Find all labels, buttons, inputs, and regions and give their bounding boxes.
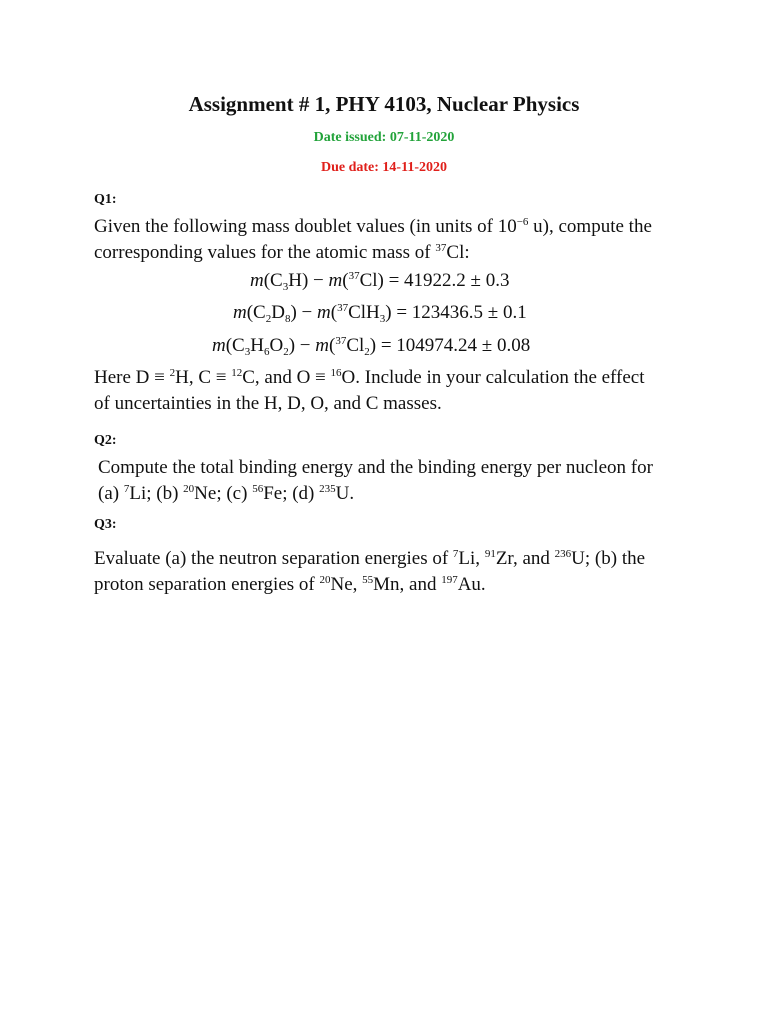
- due-date: Due date: 14-11-2020: [321, 160, 447, 175]
- q1-label: Q1:: [94, 192, 117, 207]
- q2-label: Q2:: [94, 433, 117, 448]
- q1-equation-3: $m(C_3H_6O_2) - m(^{37}Cl_2) = 104974.24 \pm 0.08$: [212, 335, 531, 358]
- q1-equation-1: $m(C_3H) - m(^{37}Cl) = 41922.2 \pm 0.3$: [250, 270, 510, 293]
- q1-intro: Given the following mass doublet values (in units of $10^{-6}$ u), compute the corresponding values for the atomic mass of $^{37}$Cl:: [94, 216, 652, 263]
- q3-label: Q3:: [94, 517, 117, 532]
- q2-text: Compute the total binding energy and the binding energy per nucleon for (a) $^7$Li; (b) $^{20}$Ne; (c) $^{56}$Fe; (d) $^{235}$U.: [98, 457, 653, 504]
- assignment-title: Assignment # 1, PHY 4103, Nuclear Physics: [188, 92, 580, 116]
- q1-equation-2: $m(C_2D_8) - m(^{37}ClH_3) = 123436.5 \pm 0.1$: [233, 302, 527, 325]
- q3-text: Evaluate (a) the neutron separation energies of $^7$Li, $^{91}$Zr, and $^{236}$U; (b) the proton separation energies of $^{20}$Ne, $^{55}$Mn, and $^{197}$Au.: [94, 548, 646, 595]
- date-issued: Date issued: 07-11-2020: [313, 130, 455, 145]
- q1-note: Here D ≡ $^2$H, C ≡ $^{12}$C, and O ≡ $^{16}$O. Include in your calculation the effect of uncertainties in the H, D, O, and C masses.: [94, 367, 645, 414]
